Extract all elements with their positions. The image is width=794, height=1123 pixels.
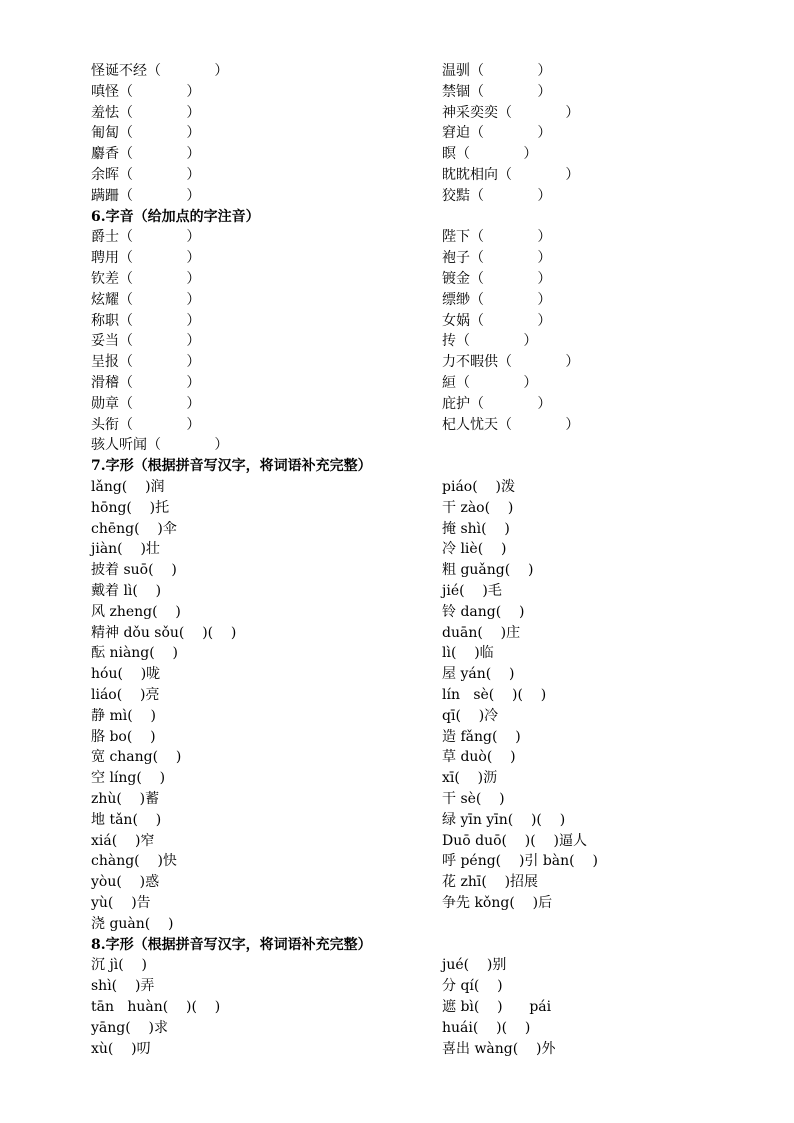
section-heading: 7.字形（根据拼音写汉字，将词语补充完整） [91, 458, 372, 475]
exercise-item-left: 聘用（ ） [91, 250, 201, 267]
exercise-item-right: 遮 bì( ) pái [442, 999, 552, 1015]
exercise-item-left: jiàn( )壮 [91, 541, 160, 558]
exercise-item-right: 冷 liè( ) [442, 541, 507, 558]
exercise-item-left: 爵士（ ） [91, 229, 201, 246]
exercise-item-left: 匍匐（ ） [91, 125, 201, 142]
exercise-item-left: 余晖（ ） [91, 167, 201, 183]
exercise-item-left: 呈报（ ） [91, 354, 201, 371]
exercise-item-left: 麝香（ ） [91, 146, 201, 163]
exercise-item-left: lǎng( )润 [91, 479, 165, 495]
exercise-item-right: 狡黠（ ） [442, 187, 552, 204]
exercise-item-left: 怪诞不经（ ） [91, 63, 229, 79]
exercise-item-left: hóu( )咙 [91, 666, 161, 683]
exercise-item-right: jié( )毛 [442, 583, 502, 599]
exercise-item-left: tān huàn( )( ) [91, 999, 221, 1015]
exercise-item-right: 呼 péng( )引 bàn( ) [442, 853, 598, 870]
exercise-item-right: lín sè( )( ) [442, 687, 547, 703]
exercise-item-right: 瞑（ ） [442, 146, 538, 163]
exercise-item-right: duān( )庄 [442, 624, 521, 641]
section-heading: 8.字形（根据拼音写汉字，将词语补充完整） [91, 936, 372, 953]
exercise-item-right: 屋 yán( ) [442, 666, 515, 683]
exercise-item-right: lì( )临 [442, 645, 494, 662]
exercise-item-left: 胳 bo( ) [91, 728, 156, 745]
exercise-item-left: 滑稽（ ） [91, 375, 201, 391]
exercise-item-right: 造 fǎng( ) [442, 728, 521, 745]
exercise-item-left: 空 líng( ) [91, 770, 166, 787]
exercise-item-right: 花 zhī( )招展 [442, 874, 539, 891]
exercise-item-left: 钦差（ ） [91, 271, 201, 287]
exercise-item-right: huái( )( ) [442, 1019, 531, 1036]
exercise-item-left: 披着 suō( ) [91, 562, 177, 579]
exercise-item-left: liáo( )亮 [91, 687, 160, 703]
exercise-item-left: 宽 chang( ) [91, 749, 182, 766]
exercise-item-left: 称职（ ） [91, 312, 201, 329]
exercise-item-right: 镀金（ ） [442, 271, 552, 287]
exercise-item-right: 铃 dang( ) [442, 603, 525, 620]
exercise-item-right: 窘迫（ ） [442, 125, 552, 142]
exercise-item-left: yòu( )惑 [91, 874, 160, 891]
exercise-item-right: 陛下（ ） [442, 229, 552, 246]
exercise-item-left: chēng( )伞 [91, 520, 177, 537]
exercise-item-right: 绿 yīn yīn( )( ) [442, 811, 566, 828]
exercise-item-right: 力不暇供（ ） [442, 354, 580, 371]
exercise-item-right: 干 zào( ) [442, 499, 514, 516]
exercise-item-right: 女娲（ ） [442, 312, 552, 329]
exercise-item-right: 喜出 wàng( )外 [442, 1040, 556, 1057]
exercise-item-left: 静 mì( ) [91, 707, 156, 724]
exercise-item-left: 地 tǎn( ) [91, 811, 162, 828]
exercise-item-left: 戴着 lì( ) [91, 583, 162, 599]
exercise-item-left: 骇人听闻（ ） [91, 437, 229, 454]
exercise-item-left: hōng( )托 [91, 499, 170, 516]
exercise-item-left: chàng( )快 [91, 853, 177, 870]
exercise-item-left: 嗔怪（ ） [91, 83, 201, 100]
exercise-item-right: 缥缈（ ） [442, 291, 552, 308]
exercise-item-right: 絙（ ） [442, 375, 538, 391]
exercise-item-left: 沉 jì( ) [91, 957, 147, 974]
exercise-item-left: 炫耀（ ） [91, 291, 201, 308]
exercise-item-right: 争先 kǒng( )后 [442, 895, 553, 911]
exercise-item-right: 神采奕奕（ ） [442, 104, 580, 121]
exercise-item-right: 禁锢（ ） [442, 83, 552, 100]
exercise-item-right: xī( )沥 [442, 770, 498, 787]
exercise-item-left: 精神 dǒu sǒu( )( ) [91, 624, 237, 641]
exercise-item-right: 分 qí( ) [442, 978, 503, 995]
exercise-item-right: 杞人忧天（ ） [442, 416, 580, 433]
exercise-item-left: 勋章（ ） [91, 395, 201, 412]
exercise-item-left: 羞怯（ ） [91, 104, 201, 121]
exercise-item-right: 袍子（ ） [442, 250, 552, 267]
exercise-item-right: 温驯（ ） [442, 63, 552, 79]
exercise-item-right: 眈眈相向（ ） [442, 167, 580, 183]
exercise-item-left: 头衔（ ） [91, 416, 201, 433]
exercise-item-right: 草 duò( ) [442, 749, 516, 766]
exercise-item-left: 酝 niàng( ) [91, 645, 178, 662]
exercise-item-right: Duō duō( )( )逼人 [442, 832, 587, 849]
exercise-item-right: 庇护（ ） [442, 395, 552, 412]
exercise-item-right: piáo( )泼 [442, 479, 515, 495]
exercise-item-left: 蹒跚（ ） [91, 187, 201, 204]
exercise-item-left: xiá( )窄 [91, 832, 155, 849]
exercise-item-right: 干 sè( ) [442, 791, 505, 807]
exercise-item-right: qī( )冷 [442, 707, 499, 724]
exercise-item-left: yù( )告 [91, 895, 151, 911]
exercise-item-left: zhù( )蓄 [91, 791, 160, 807]
exercise-item-left: 浇 guàn( ) [91, 915, 174, 932]
exercise-item-right: jué( )别 [442, 957, 507, 974]
exercise-item-left: shì( )弄 [91, 978, 155, 995]
exercise-item-right: 掩 shì( ) [442, 520, 510, 537]
exercise-item-right: 抟（ ） [442, 333, 538, 350]
exercise-item-left: xù( )叨 [91, 1040, 151, 1057]
exercise-item-left: 风 zheng( ) [91, 603, 181, 620]
section-heading: 6.字音（给加点的字注音） [91, 208, 260, 225]
exercise-item-left: 妥当（ ） [91, 333, 201, 350]
exercise-item-left: yāng( )求 [91, 1019, 168, 1036]
exercise-item-right: 粗 guǎng( ) [442, 562, 534, 579]
